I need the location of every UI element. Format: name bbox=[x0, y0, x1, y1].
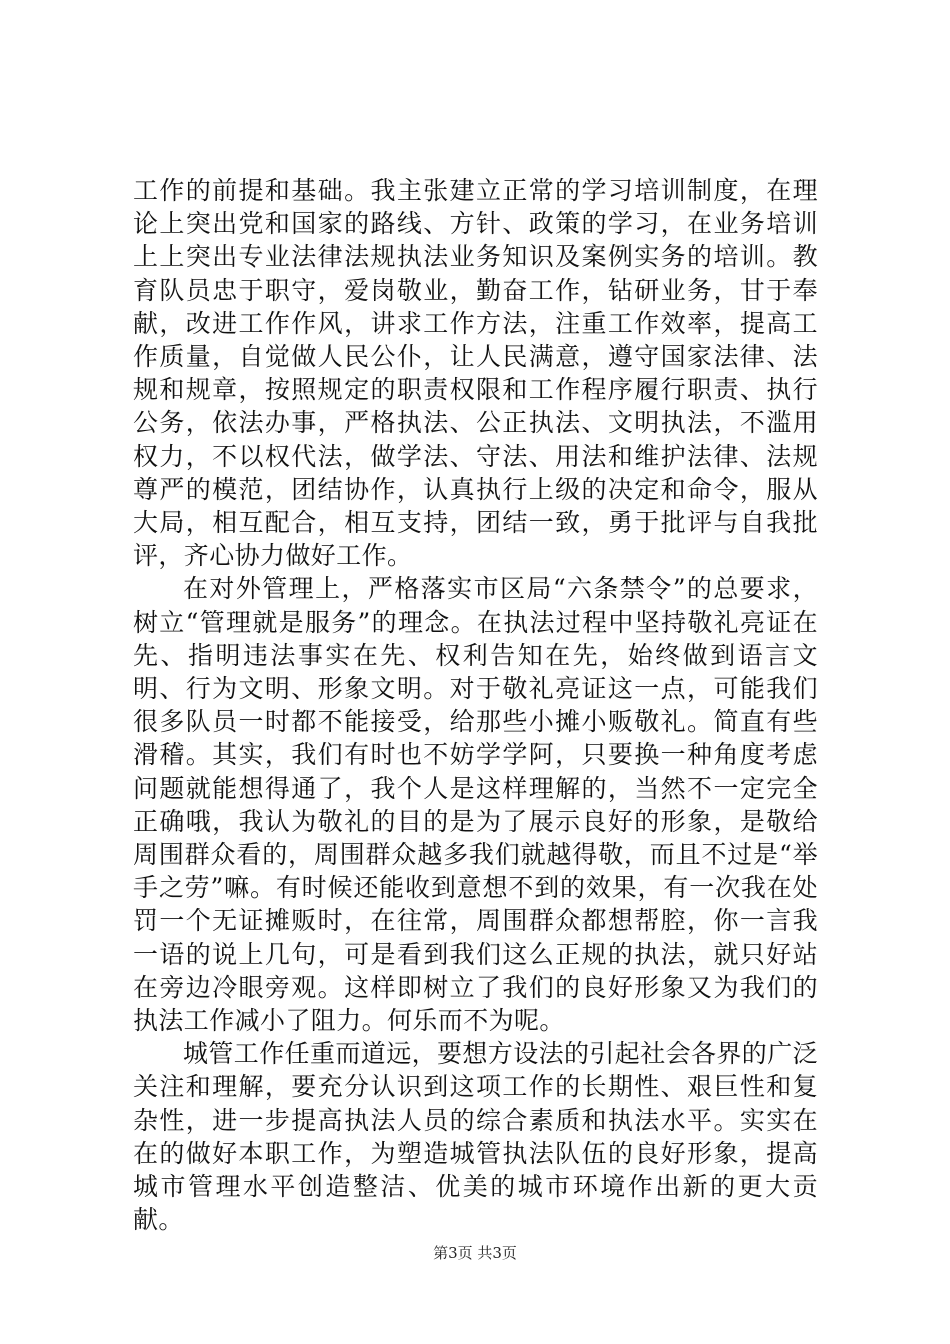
page-number-footer: 第3页 共3页 bbox=[433, 1244, 517, 1262]
document-body bbox=[133, 174, 818, 1237]
paragraph-external-management: 在对外管理上，严格落实市区局“六条禁令”的总要求，树立“管理就是服务”的理念。在执法过程中坚持敬礼亮证在先、指明违法事实在先、权利告知在先，始终做到语言文明、行为文明、形象文明。对于敬礼亮证这一点，可能我们很多队员一时都不能接受，给那些小摊小贩敬礼。简直有些滑稽。其实，我们有时也不妨学学阿，只要换一种角度考虑问题就能想得通了，我个人是这样理解的，当然不一定完全正确哦，我认为敬礼的目的是为了展示良好的形象，是敬给周围群众看的，周围群众越多我们就越得敬，而且不过是“举手之劳”嘛。有时候还能收到意想不到的效果，有一次我在处罚一个无证摊贩时，在往常，周围群众都想帮腔，你一言我一语的说上几句，可是看到我们这么正规的执法，就只好站在旁边冷眼旁观。这样即树立了我们的良好形象又为我们的执法工作减小了阻力。何乐而不为呢。 bbox=[133, 574, 818, 1036]
paragraph-continuation: 工作的前提和基础。我主张建立正常的学习培训制度，在理论上突出党和国家的路线、方针、政策的学习，在业务培训上上突出专业法律法规执法业务知识及案例实务的培训。教育队员忠于职守，爱岗敬业，勤奋工作，钻研业务，甘于奉献，改进工作作风，讲求工作方法，注重工作效率，提高工作质量，自觉做人民公仆，让人民满意，遵守国家法律、法规和规章，按照规定的职责权限和工作程序履行职责、执行公务，依法办事，严格执法、公正执法、文明执法，不滥用权力，不以权代法，做学法、守法、用法和维护法律、法规尊严的模范，团结协作，认真执行上级的决定和命令，服从大局，相互配合，相互支持，团结一致，勇于批评与自我批评，齐心协力做好工作。 bbox=[133, 176, 818, 571]
paragraph-conclusion: 城管工作任重而道远，要想方设法的引起社会各界的广泛关注和理解，要充分认识到这项工作的长期性、艰巨性和复杂性，进一步提高执法人员的综合素质和执法水平。实实在在的做好本职工作，为塑造城管执法队伍的良好形象，提高城市管理水平创造整洁、优美的城市环境作出新的更大贡献。 bbox=[133, 1039, 819, 1235]
